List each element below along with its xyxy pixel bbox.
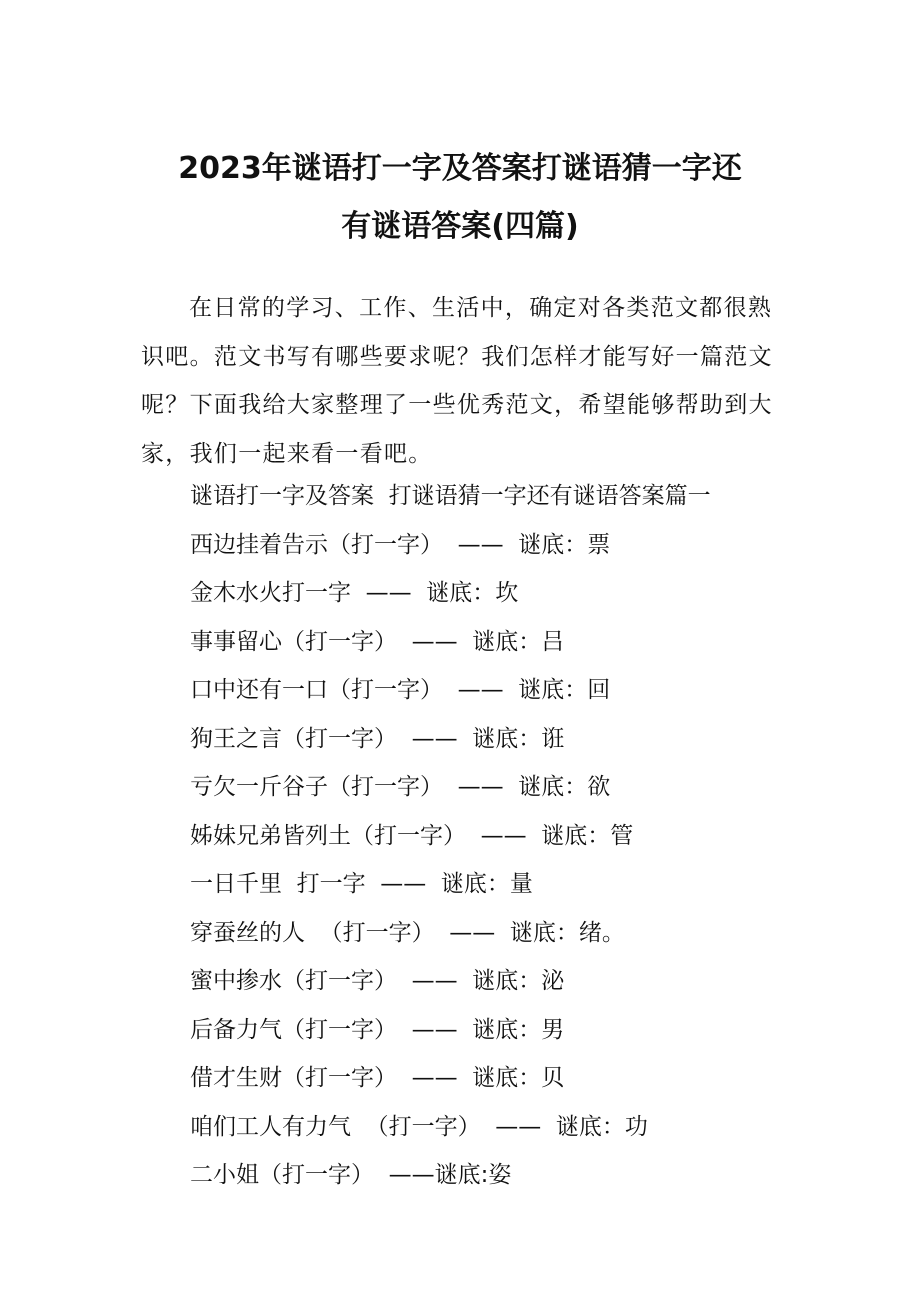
riddle-line: 二小姐（打一字） ——谜底:姿 (190, 1162, 512, 1188)
section-heading: 谜语打一字及答案 打谜语猜一字还有谜语答案篇一 (190, 483, 711, 509)
riddle-line: 金木水火打一字 —— 谜底：坎 (190, 580, 519, 606)
riddle-line: 亏欠一斤谷子（打一字） —— 谜底：欲 (190, 774, 611, 800)
riddle-list (190, 478, 711, 1206)
riddle-line: 后备力气（打一字） —— 谜底：男 (190, 1016, 565, 1043)
document-title-line-2: 有谜语答案(四篇) (341, 209, 579, 244)
riddle-line: 姊妹兄弟皆列土（打一字） —— 谜底：管 (190, 822, 634, 849)
riddle-line: 咱们工人有力气 （打一字） —— 谜底：功 (190, 1113, 648, 1140)
riddle-line: 事事留心（打一字） —— 谜底：吕 (190, 628, 565, 655)
riddle-line: 一日千里 打一字 —— 谜底：量 (190, 871, 533, 897)
document-title-line-1: 2023年谜语打一字及答案打谜语猜一字还 (178, 151, 742, 186)
riddle-line: 狗王之言（打一字） —— 谜底：诳 (190, 725, 565, 752)
intro-paragraph: 在日常的学习、工作、生活中，确定对各类范文都很熟识吧。范文书写有哪些要求呢？我们怎样才能写好一篇范文呢？下面我给大家整理了一些优秀范文，希望能够帮助到大家，我们一起来看一看吧。 (141, 295, 773, 467)
riddle-line: 口中还有一口（打一字） —— 谜底：回 (190, 677, 611, 703)
riddle-line: 借才生财（打一字） —— 谜底：贝 (190, 1065, 565, 1091)
riddle-line: 西边挂着告示（打一字） —— 谜底：票 (190, 531, 611, 558)
riddle-line: 蜜中掺水（打一字） —— 谜底：泌 (190, 968, 565, 994)
riddle-line: 穿蚕丝的人 （打一字） —— 谜底：绪。 (190, 919, 625, 946)
